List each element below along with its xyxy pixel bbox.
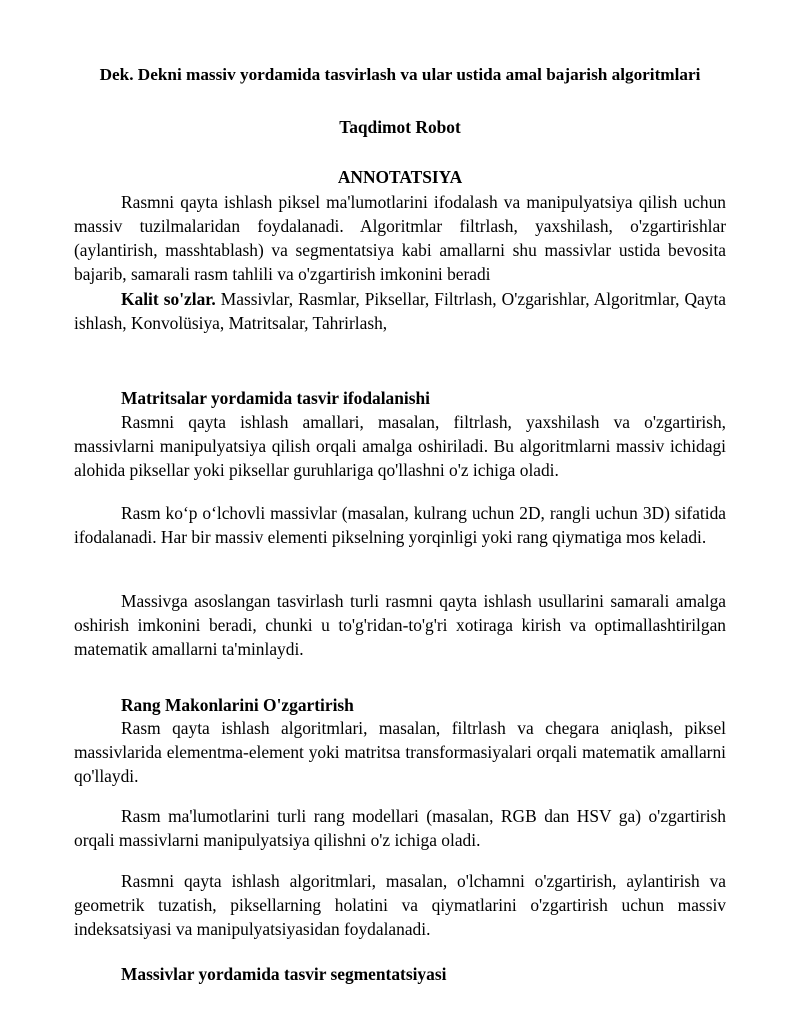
section-heading: Rang Makonlarini O'zgartirish xyxy=(121,695,354,715)
body-paragraph: Rasm qayta ishlash algoritmlari, masalan, filtrlash va chegara aniqlash, piksel massivlarida elementma-element yoki matritsa transformasiyalari orqali matematik amallarni qo'llaydi. xyxy=(74,718,726,786)
document-author: Taqdimot Robot xyxy=(339,117,461,137)
keywords-label: Kalit so'zlar. xyxy=(121,289,216,309)
annotation-paragraph: Rasmni qayta ishlash piksel ma'lumotlarini ifodalash va manipulyatsiya qilish uchun massiv tuzilmalaridan foydalanadi. Algoritmlar filtrlash, yaxshilash, o'zgartirishlar (aylantirish, masshtablash) va segmentatsiya kabi amallarni shu massivlar ustida bevosita bajarib, samarali rasm tahlili va o'zgartirish imkonini beradi xyxy=(74,192,726,284)
body-paragraph: Rasm ma'lumotlarini turli rang modellari (masalan, RGB dan HSV ga) o'zgartirish orqali massivlarni manipulyatsiya qilishni o'z ichiga oladi. xyxy=(74,806,726,850)
section-heading: Massivlar yordamida tasvir segmentatsiyasi xyxy=(121,964,447,984)
keywords-paragraph xyxy=(74,287,726,335)
body-paragraph: Rasmni qayta ishlash amallari, masalan, filtrlash, yaxshilash va o'zgartirish, massivlarni manipulyatsiya qilish orqali amalga oshiriladi. Bu algoritmlarni massiv ichidagi alohida piksellar yoki piksellar guruhlariga qo'llashni o'z ichiga oladi. xyxy=(74,412,726,480)
body-paragraph: Massivga asoslangan tasvirlash turli rasmni qayta ishlash usullarini samarali amalga oshirish imkonini beradi, chunki u to'g'ridan-to'g'ri xotiraga kirish va optimallashtirilgan matematik amallarni ta'minlaydi. xyxy=(74,591,726,659)
annotation-heading: ANNOTATSIYA xyxy=(337,167,463,187)
body-paragraph: Rasm ko‘p o‘lchovli massivlar (masalan, kulrang uchun 2D, rangli uchun 3D) sifatida ifodalanadi. Har bir massiv elementi pikselning yorqinligi yoki rang qiymatiga mos keladi. xyxy=(74,503,726,547)
section-heading: Matritsalar yordamida tasvir ifodalanishi xyxy=(121,388,431,408)
body-paragraph: Rasmni qayta ishlash algoritmlari, masalan, o'lchamni o'zgartirish, aylantirish va geometrik tuzatish, piksellarning holatini va qiymatlarini o'zgartirish uchun massiv indeksatsiyasi va manipulyatsiyasidan foydalanadi. xyxy=(74,871,726,939)
document-title: Dek. Dekni massiv yordamida tasvirlash va ular ustida amal bajarish algoritmlari xyxy=(99,65,701,84)
keywords-list: Massivlar, Rasmlar, Piksellar, Filtrlash, O'zgarishlar, Algoritmlar, Qayta ishlash, Konvolüsiya, Matritsalar, Tahrirlash, xyxy=(74,289,726,333)
